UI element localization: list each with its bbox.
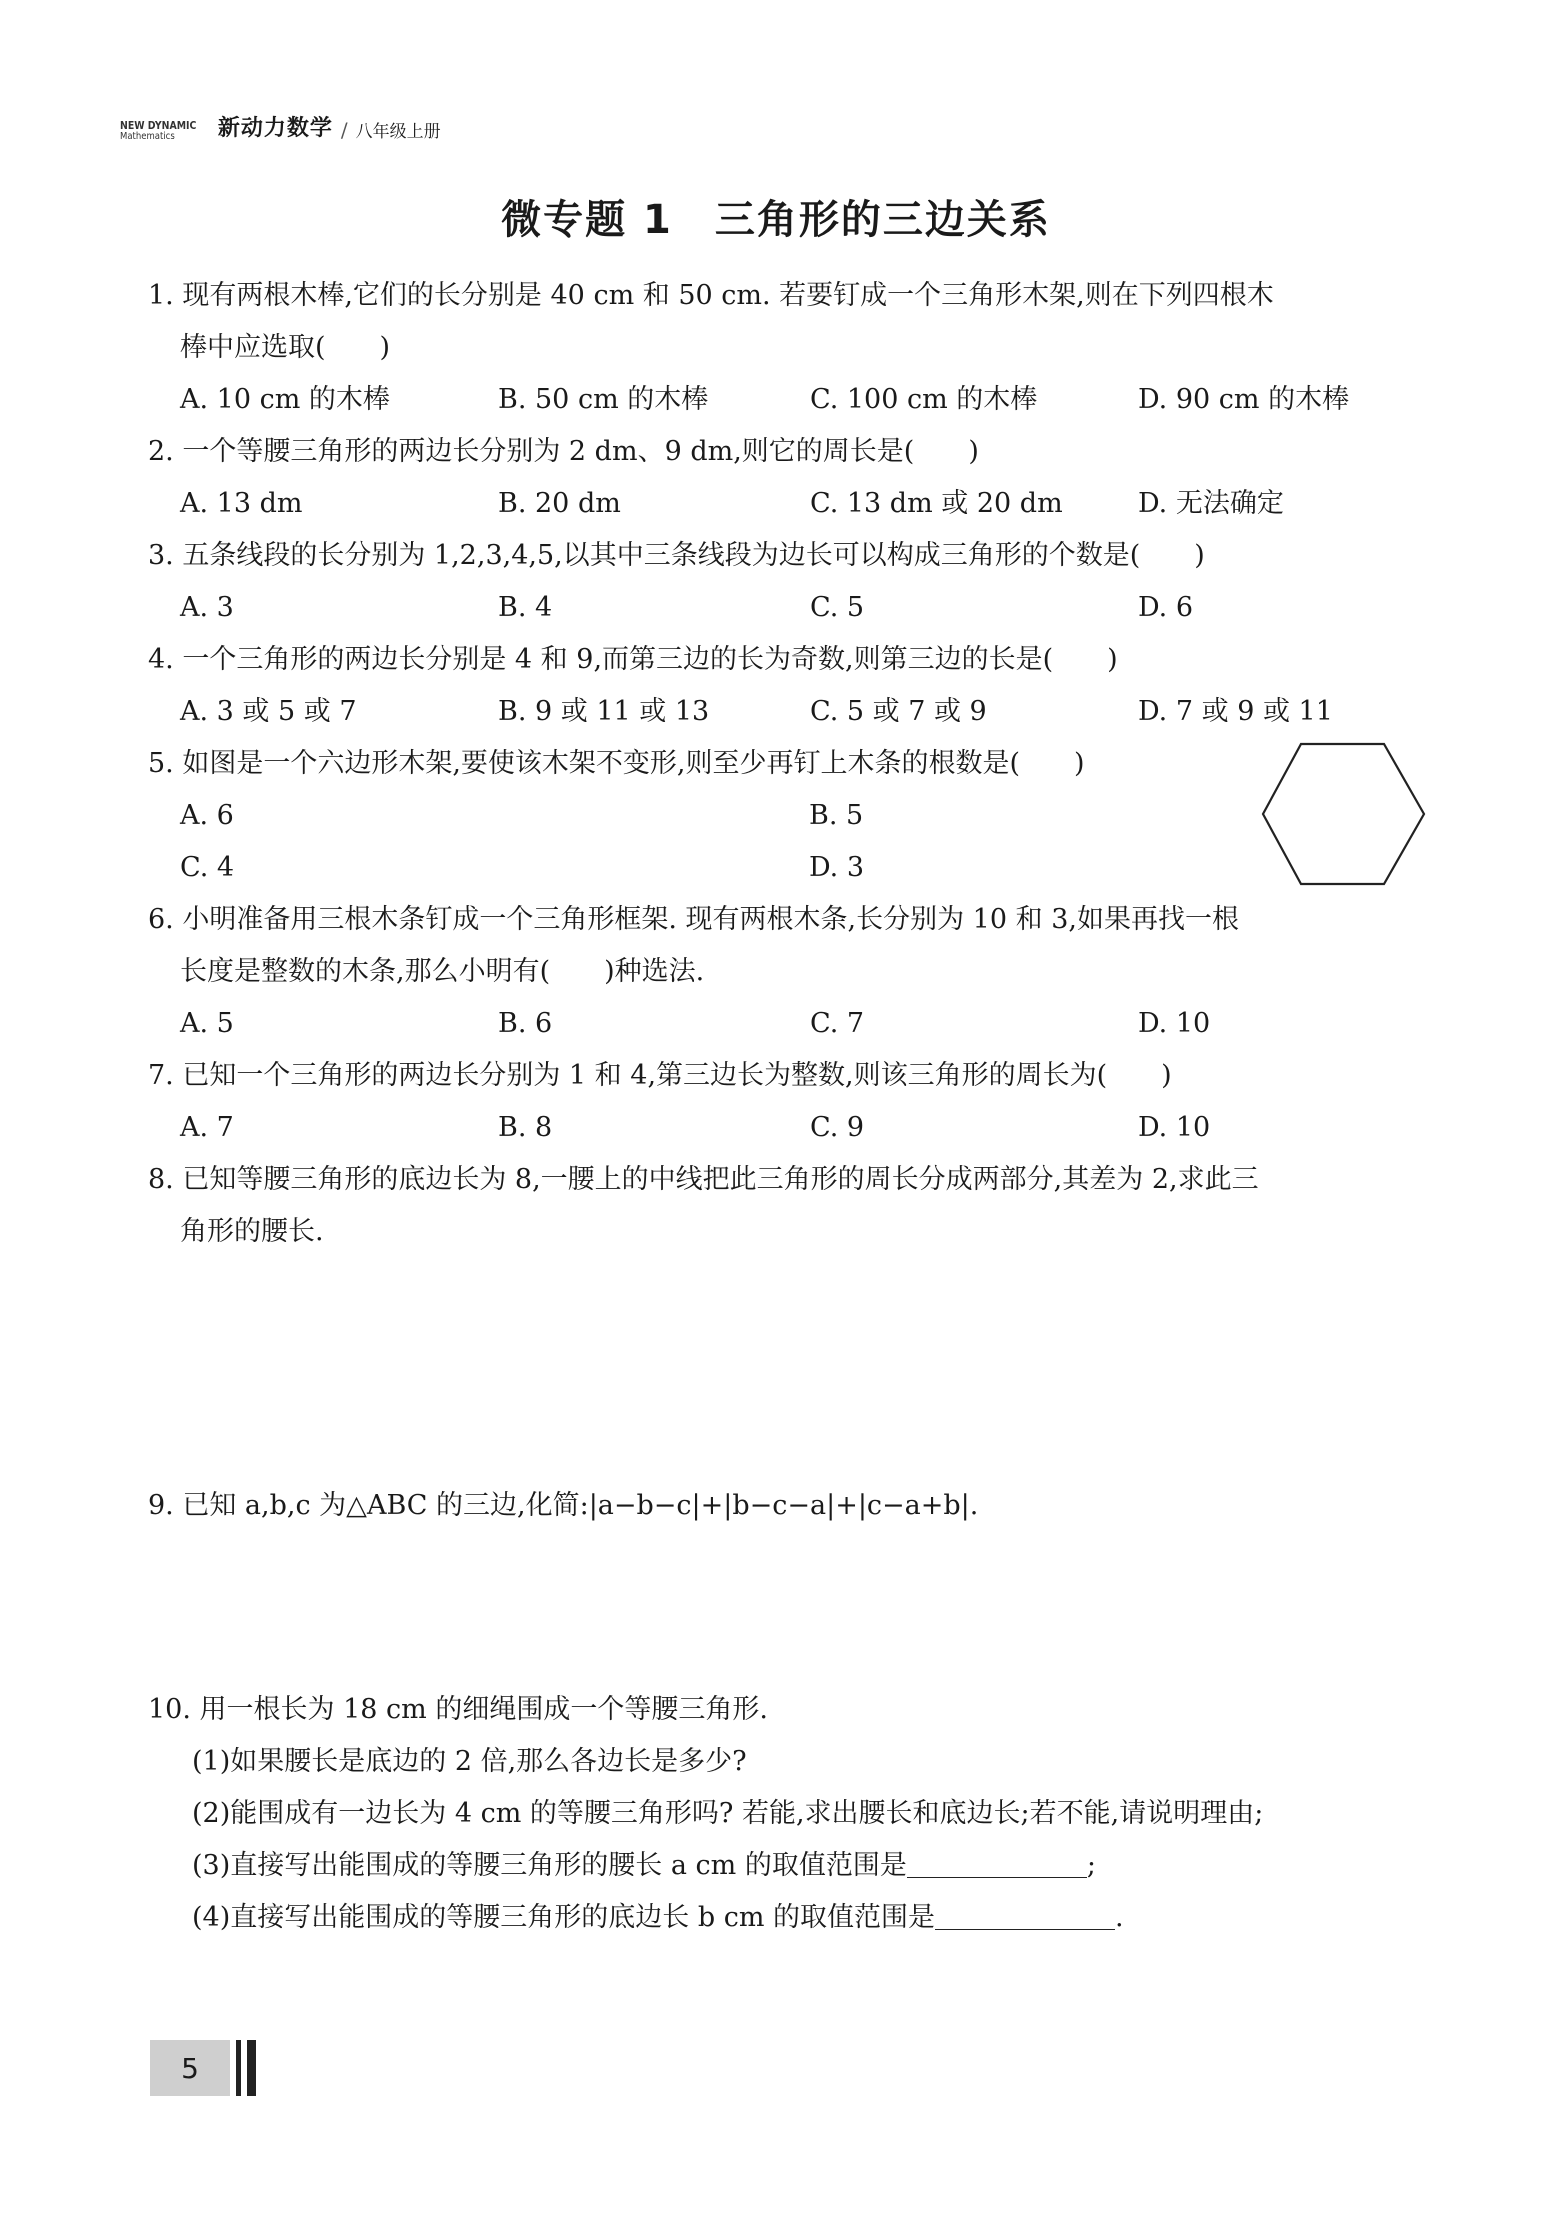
question-5-options-row2 xyxy=(148,842,1438,894)
option-c: C. 9 xyxy=(810,1112,865,1143)
question-6-stem: 6. 小明准备用三根木条钉成一个三角形框架. 现有两根木条,长分别为 10 和 3,如果再找一根 xyxy=(148,904,1239,935)
option-b: B. 20 dm xyxy=(498,488,621,519)
question-2 xyxy=(148,426,1438,530)
answer-blank-b[interactable] xyxy=(935,1899,1115,1930)
brand-english xyxy=(120,120,196,142)
option-d: D. 3 xyxy=(809,852,865,883)
question-2-stem: 2. 一个等腰三角形的两边长分别为 2 dm、9 dm,则它的周长是( ) xyxy=(148,436,979,467)
option-a: A. 5 xyxy=(180,1008,234,1039)
question-8-stem-cont: 角形的腰长. xyxy=(180,1216,324,1247)
option-c: C. 4 xyxy=(180,852,235,883)
part-3-end: ; xyxy=(1086,1850,1096,1881)
question-2-options xyxy=(148,478,1438,530)
question-1-stem: 1. 现有两根木棒,它们的长分别是 40 cm 和 50 cm. 若要钉成一个三角形木架,则在下列四根木 xyxy=(148,280,1274,311)
page-title: 微专题 1 三角形的三边关系 xyxy=(501,197,1051,243)
question-1 xyxy=(148,270,1438,426)
option-a: A. 7 xyxy=(180,1112,234,1143)
question-3-options xyxy=(148,582,1438,634)
question-7-stem: 7. 已知一个三角形的两边长分别为 1 和 4,第三边长为整数,则该三角形的周长为( ) xyxy=(148,1060,1172,1091)
option-b: B. 50 cm 的木棒 xyxy=(498,384,709,415)
option-c: C. 13 dm 或 20 dm xyxy=(810,488,1063,519)
bar-1 xyxy=(236,2040,241,2096)
option-b: B. 6 xyxy=(498,1008,553,1039)
question-1-stem-cont: 棒中应选取( ) xyxy=(180,332,391,363)
option-c: C. 100 cm 的木棒 xyxy=(810,384,1038,415)
question-10-part-2: (2)能围成有一边长为 4 cm 的等腰三角形吗? 若能,求出腰长和底边长;若不能,请说明理由; xyxy=(192,1798,1264,1829)
running-header xyxy=(120,108,441,142)
part-4-end: . xyxy=(1115,1902,1124,1933)
option-c: C. 7 xyxy=(810,1008,865,1039)
brand-en-line1: NEW DYNAMIC xyxy=(120,119,197,132)
part-3-text: (3)直接写出能围成的等腰三角形的腰长 a cm 的取值范围是 xyxy=(192,1850,907,1881)
question-4-options xyxy=(148,686,1438,738)
brand-en-line2: Mathematics xyxy=(120,131,175,142)
question-3-stem: 3. 五条线段的长分别为 1,2,3,4,5,以其中三条线段为边长可以构成三角形的个数是( ) xyxy=(148,540,1205,571)
question-4 xyxy=(148,634,1438,738)
part-4-text: (4)直接写出能围成的等腰三角形的底边长 b cm 的取值范围是 xyxy=(192,1902,935,1933)
option-b: B. 4 xyxy=(498,592,553,623)
question-7-options xyxy=(148,1102,1438,1154)
question-list xyxy=(148,270,1438,1944)
grade-label: 八年级上册 xyxy=(355,122,441,142)
question-6-stem-cont: 长度是整数的木条,那么小明有( )种选法. xyxy=(180,956,705,987)
question-6 xyxy=(148,894,1438,1050)
question-10-part-4 xyxy=(148,1892,1438,1944)
option-b: B. 5 xyxy=(809,800,864,831)
option-d: D. 无法确定 xyxy=(1138,488,1284,519)
question-10-stem: 10. 用一根长为 18 cm 的细绳围成一个等腰三角形. xyxy=(148,1694,768,1725)
question-8-stem: 8. 已知等腰三角形的底边长为 8,一腰上的中线把此三角形的周长分成两部分,其差为 2,求此三 xyxy=(148,1164,1259,1195)
question-10-part-3 xyxy=(148,1840,1438,1892)
question-9 xyxy=(148,1480,1438,1532)
question-7 xyxy=(148,1050,1438,1154)
option-d: D. 10 xyxy=(1138,1112,1211,1143)
header-divider: / xyxy=(340,118,348,142)
question-5-options-row1 xyxy=(148,790,1438,842)
option-d: D. 7 或 9 或 11 xyxy=(1138,696,1333,727)
question-10 xyxy=(148,1684,1438,1944)
option-d: D. 90 cm 的木棒 xyxy=(1138,384,1350,415)
option-b: B. 8 xyxy=(498,1112,553,1143)
question-5 xyxy=(148,738,1438,894)
option-a: A. 10 cm 的木棒 xyxy=(180,384,390,415)
page-number: 5 xyxy=(150,2040,230,2096)
answer-blank-a[interactable] xyxy=(907,1847,1087,1878)
question-5-stem: 5. 如图是一个六边形木架,要使该木架不变形,则至少再钉上木条的根数是( ) xyxy=(148,748,1085,779)
option-a: A. 3 xyxy=(180,592,234,623)
brand-chinese: 新动力数学 xyxy=(217,115,333,141)
option-a: A. 3 或 5 或 7 xyxy=(180,696,357,727)
option-d: D. 6 xyxy=(1138,592,1194,623)
question-9-stem: 9. 已知 a,b,c 为△ABC 的三边,化简:|a−b−c|+|b−c−a|+|c−a+b|. xyxy=(148,1490,979,1521)
question-1-options xyxy=(148,374,1438,426)
option-c: C. 5 xyxy=(810,592,865,623)
question-10-part-1: (1)如果腰长是底边的 2 倍,那么各边长是多少? xyxy=(192,1746,747,1777)
option-d: D. 10 xyxy=(1138,1008,1211,1039)
option-c: C. 5 或 7 或 9 xyxy=(810,696,987,727)
page-number-bars xyxy=(236,2040,256,2096)
question-3 xyxy=(148,530,1438,634)
bar-2 xyxy=(247,2040,256,2096)
question-4-stem: 4. 一个三角形的两边长分别是 4 和 9,而第三边的长为奇数,则第三边的长是( ) xyxy=(148,644,1118,675)
question-6-options xyxy=(148,998,1438,1050)
question-8 xyxy=(148,1154,1438,1258)
option-a: A. 6 xyxy=(180,800,234,831)
option-a: A. 13 dm xyxy=(180,488,303,519)
option-b: B. 9 或 11 或 13 xyxy=(498,696,710,727)
